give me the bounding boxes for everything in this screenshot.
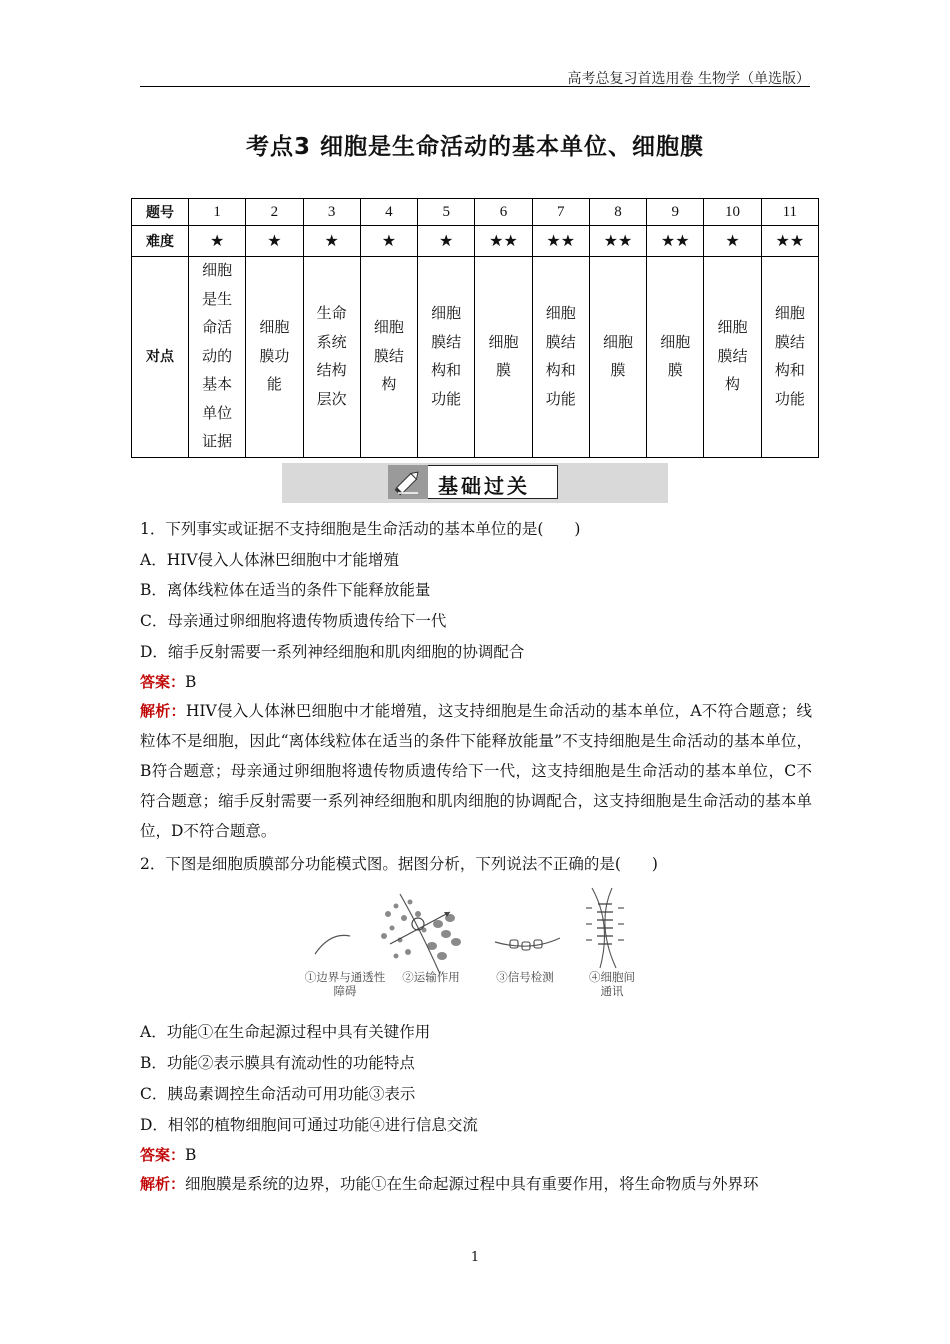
table-cell: 6 [475, 199, 532, 226]
star-rating: ★ [246, 226, 303, 257]
membrane-function-figure [300, 884, 660, 1002]
table-cell: 10 [704, 199, 761, 226]
topic-text: 细胞膜结构 [717, 320, 748, 394]
q1-answer [140, 671, 196, 692]
difficulty-table [131, 198, 819, 458]
topic-text: 细胞膜结构 [373, 320, 404, 394]
page-title: 考点3 细胞是生命活动的基本单位、细胞膜 [245, 134, 704, 160]
star-rating: ★★ [589, 226, 646, 257]
table-cell: 4 [360, 199, 417, 226]
table-row-topics [132, 257, 819, 458]
q1-stem: 1．下列事实或证据不支持细胞是生命活动的基本单位的是( ) [140, 520, 581, 538]
topic-text: 细胞膜结构和功能 [545, 306, 576, 408]
table-cell [360, 257, 417, 458]
star-rating: ★★ [532, 226, 589, 257]
star-rating: ★ [303, 226, 360, 257]
table-cell: 3 [303, 199, 360, 226]
topic-text: 细胞膜 [660, 334, 691, 379]
row-label-topic: 对点 [132, 257, 189, 458]
figure-caption-1: ①边界与通透性障碍 [304, 970, 386, 998]
star-rating: ★ [360, 226, 417, 257]
page-number: 1 [470, 1250, 480, 1265]
analysis-label: 解析： [140, 702, 186, 720]
topic-text: 细胞膜结构和功能 [774, 306, 805, 408]
answer-value: B [185, 1146, 197, 1164]
topic-text: 生命系统结构层次 [316, 306, 347, 408]
topic-text: 细胞膜功能 [259, 320, 290, 394]
answer-value: B [185, 673, 197, 691]
table-cell: 2 [246, 199, 303, 226]
q1-option-b: B．离体线粒体在适当的条件下能释放能量 [140, 581, 431, 599]
topic-text: 细胞膜 [602, 334, 633, 379]
q2-answer [140, 1144, 196, 1165]
row-label-number: 题号 [132, 199, 189, 226]
header-book-title: 高考总复习首选用卷 生物学（单选版） [567, 71, 810, 87]
topic-text: 细胞是生命活动的基本单位证据 [202, 263, 233, 451]
q2-option-d: D．相邻的植物细胞间可通过功能④进行信息交流 [140, 1116, 478, 1134]
q1-option-d: D．缩手反射需要一系列神经细胞和肌肉细胞的协调配合 [140, 643, 525, 661]
star-rating: ★★ [647, 226, 704, 257]
table-cell [647, 257, 704, 458]
table-cell [589, 257, 646, 458]
star-rating: ★ [704, 226, 761, 257]
header-divider [140, 86, 810, 87]
section-banner-label: 基础过关 [438, 474, 530, 498]
table-cell: 9 [647, 199, 704, 226]
table-cell [761, 257, 818, 458]
table-cell [189, 257, 246, 458]
q2-option-b: B．功能②表示膜具有流动性的功能特点 [140, 1054, 415, 1072]
pencil-icon [388, 465, 428, 499]
table-row-numbers [132, 199, 819, 226]
q1-option-c: C．母亲通过卵细胞将遗传物质遗传给下一代 [140, 612, 447, 630]
table-cell: 1 [189, 199, 246, 226]
answer-label: 答案： [140, 673, 186, 691]
star-rating: ★★ [475, 226, 532, 257]
star-rating: ★ [189, 226, 246, 257]
q1-analysis [140, 696, 812, 846]
star-rating: ★★ [761, 226, 818, 257]
table-cell [246, 257, 303, 458]
analysis-label: 解析： [140, 1175, 186, 1193]
table-cell: 7 [532, 199, 589, 226]
analysis-text: HIV侵入人体淋巴细胞中才能增殖，这支持细胞是生命活动的基本单位，A不符合题意；线粒体不是细胞，因此“离体线粒体在适当的条件下能释放能量”不支持细胞是生命活动的基本单位，B符合题意；母亲通过卵细胞将遗传物质遗传给下一代，这支持细胞是生命活动的基本单位，C不符合题意；缩手反射需要一系列神经细胞和肌肉细胞的协调配合，这支持细胞是生命活动的基本单位，D不符合题意。 [140, 702, 812, 840]
table-cell [704, 257, 761, 458]
table-cell: 8 [589, 199, 646, 226]
table-cell [532, 257, 589, 458]
topic-text: 细胞膜 [488, 334, 519, 379]
answer-label: 答案： [140, 1146, 186, 1164]
q2-option-a: A．功能①在生命起源过程中具有关键作用 [140, 1023, 431, 1041]
q2-option-c: C．胰岛素调控生命活动可用功能③表示 [140, 1085, 416, 1103]
figure-caption-4: ④细胞间通讯 [589, 970, 635, 998]
q2-stem: 2．下图是细胞质膜部分功能模式图。据图分析，下列说法不正确的是( ) [140, 855, 658, 873]
q2-analysis [140, 1169, 812, 1199]
q1-option-a: A．HIV侵入人体淋巴细胞中才能增殖 [140, 551, 400, 569]
table-cell: 11 [761, 199, 818, 226]
figure-caption-3: ③信号检测 [496, 970, 554, 984]
table-cell [418, 257, 475, 458]
star-rating: ★ [418, 226, 475, 257]
table-row-difficulty [132, 226, 819, 257]
table-cell: 5 [418, 199, 475, 226]
topic-text: 细胞膜结构和功能 [431, 306, 462, 408]
table-cell [475, 257, 532, 458]
table-cell [303, 257, 360, 458]
figure-caption-2: ②运输作用 [402, 970, 460, 984]
analysis-text: 细胞膜是系统的边界，功能①在生命起源过程中具有重要作用，将生命物质与外界环 [185, 1175, 759, 1193]
row-label-difficulty: 难度 [132, 226, 189, 257]
